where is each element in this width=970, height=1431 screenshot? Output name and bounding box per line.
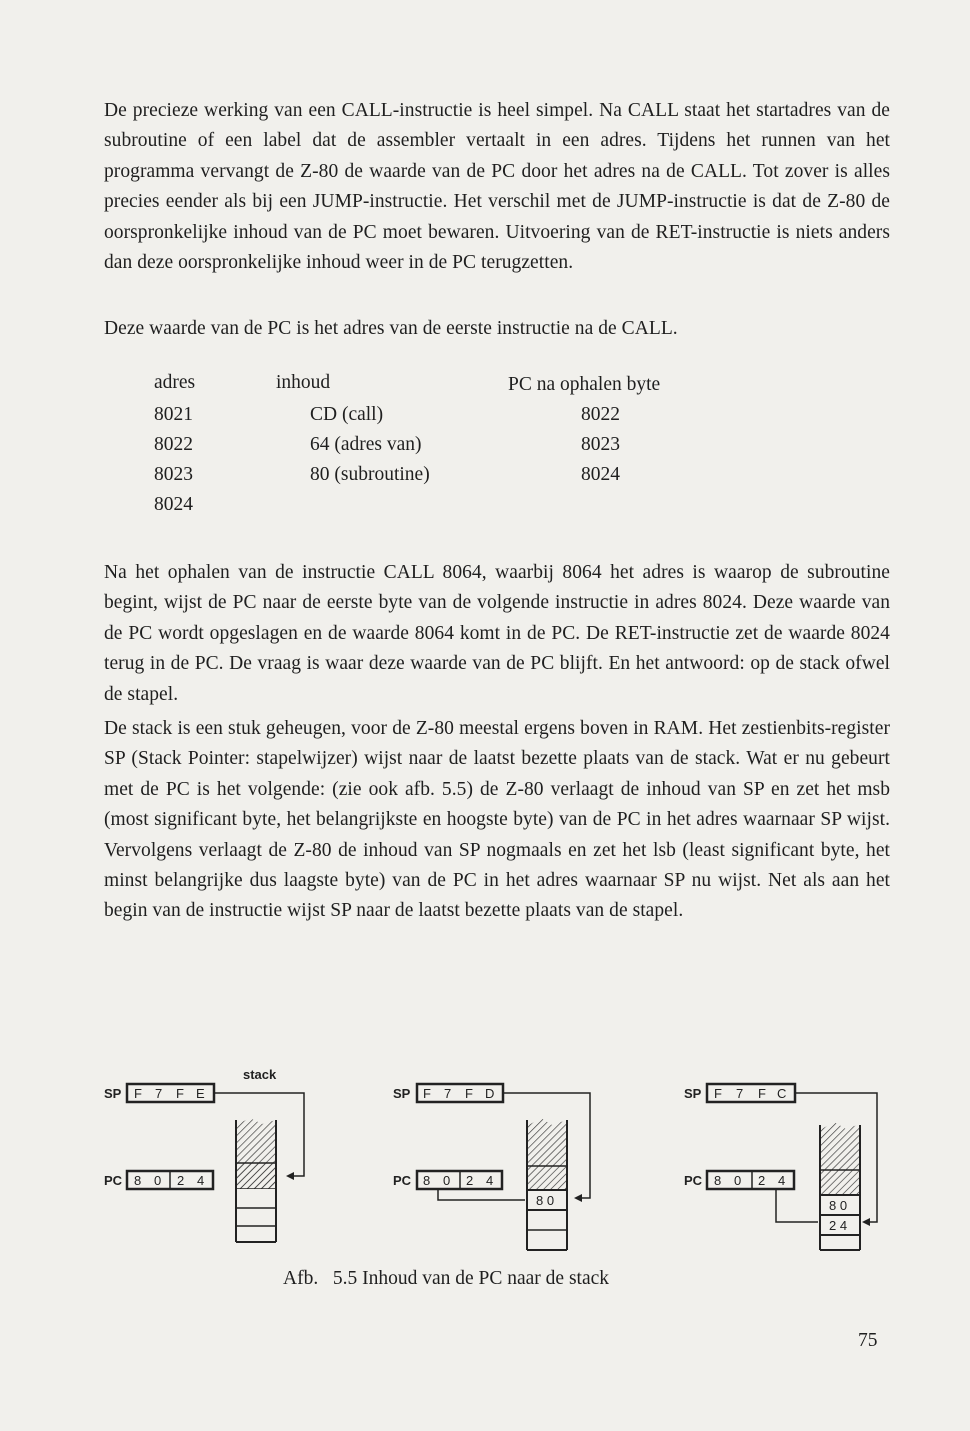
table-cell-address: 8024 xyxy=(154,494,193,515)
pc-digit: 0 xyxy=(734,1173,742,1188)
table-header-address: adres xyxy=(154,372,196,393)
table-cell-content: 80 (subroutine) xyxy=(310,464,430,485)
pc-label: PC xyxy=(684,1173,703,1188)
pc-digit: 2 xyxy=(466,1173,474,1188)
sp-label: SP xyxy=(104,1086,122,1101)
table-header-pc: PC na ophalen byte xyxy=(508,374,661,395)
table-cell-content: 64 (adres van) xyxy=(310,434,422,455)
paragraph-call-instruction: De precieze werking van een CALL-instructie is heel simpel. Na CALL staat het startadres van de subroutine of een label dat de assembler vertaalt in een adres. Tijdens het runnen van het programma vervangt de Z-80 de waarde van de PC door het adres na de CALL. Tot zover is alles precies eender als bij een JUMP-instructie. Het verschil met de JUMP-instructie is dat de Z-80 de oorspronkelijke inhoud van de PC moet bewaren. Uitvoering van de RET-instructie is niets anders dan deze oorspronkelijke inhoud weer in de PC terugzetten. xyxy=(104,100,890,274)
pc-digit: 8 xyxy=(714,1173,722,1188)
pc-digit: 4 xyxy=(486,1173,494,1188)
sp-label: SP xyxy=(684,1086,702,1101)
pc-digit: 2 xyxy=(177,1173,185,1188)
sp-digit: 7 xyxy=(155,1086,163,1101)
pc-digit: 2 xyxy=(758,1173,766,1188)
table-cell-address: 8023 xyxy=(154,464,193,485)
stack-panel-1 xyxy=(104,1067,304,1242)
page-number: 75 xyxy=(858,1330,878,1351)
stack-cell-value: 8 0 xyxy=(829,1198,848,1213)
sp-digit: F xyxy=(423,1086,431,1101)
pc-label: PC xyxy=(104,1173,123,1188)
sp-digit: F xyxy=(176,1086,184,1101)
stack-figure xyxy=(0,1060,970,1260)
stack-cell-value: 2 4 xyxy=(829,1218,848,1233)
table-header-content: inhoud xyxy=(276,372,331,393)
table-cell-pc: 8023 xyxy=(581,434,620,455)
pc-digit: 4 xyxy=(197,1173,205,1188)
sp-digit: E xyxy=(196,1086,205,1101)
table-cell-address: 8022 xyxy=(154,434,193,455)
sp-digit: F xyxy=(465,1086,473,1101)
pc-digit: 4 xyxy=(778,1173,786,1188)
table-cell-pc: 8024 xyxy=(581,464,620,485)
stack-label: stack xyxy=(243,1067,277,1082)
sp-digit: F xyxy=(714,1086,722,1101)
sp-digit: 7 xyxy=(444,1086,452,1101)
stack-panel-2 xyxy=(393,1084,590,1250)
table-cell-address: 8021 xyxy=(154,404,193,425)
stack-panel-3 xyxy=(684,1084,877,1250)
stack-cell-value: 8 0 xyxy=(536,1193,555,1208)
pc-digit: 8 xyxy=(423,1173,431,1188)
paragraph-stack: De stack is een stuk geheugen, voor de Z-80 meestal ergens boven in RAM. Het zestienbits-register SP (Stack Pointer: stapelwijzer) wijst naar de laatst bezette plaats van de stack. Wat er nu gebeurt met de PC is het volgende: (zie ook afb. 5.5) de Z-80 verlaagt de inhoud van SP en zet het msb (most significant byte, het belangrijkste en hoogste byte) van de PC in het adres waarnaar SP wijst. Vervolgens verlaagt de Z-80 de inhoud van SP nogmaals en zet het lsb (least significant byte, het minst belangrijke dus laagste byte) van de PC in het adres waarnaar SP nu wijst. Net als aan het begin van de instructie wijst SP naar de laatst bezette plaats van de stapel. xyxy=(104,718,890,922)
table-cell-pc: 8022 xyxy=(581,404,620,425)
sp-digit: D xyxy=(485,1086,495,1101)
paragraph-call-8064: Na het ophalen van de instructie CALL 8064, waarbij 8064 het adres is waarop de subroutine begint, wijst de PC naar de eerste byte van de volgende instructie in adres 8024. Deze waarde van de PC wordt opgeslagen en de waarde 8064 komt in de PC. De RET-instructie zet de waarde 8024 terug in de PC. De vraag is waar deze waarde van de PC blijft. En het antwoord: op de stack ofwel de stapel. xyxy=(104,562,890,705)
sp-digit: F xyxy=(134,1086,142,1101)
sp-digit: F xyxy=(758,1086,766,1101)
pc-digit: 0 xyxy=(443,1173,451,1188)
sp-label: SP xyxy=(393,1086,411,1101)
pc-digit: 0 xyxy=(154,1173,162,1188)
sp-digit: C xyxy=(777,1086,787,1101)
pc-digit: 8 xyxy=(134,1173,142,1188)
table-cell-content: CD (call) xyxy=(310,404,384,425)
figure-caption: Afb. 5.5 Inhoud van de PC naar de stack xyxy=(283,1268,610,1289)
pc-label: PC xyxy=(393,1173,412,1188)
sp-digit: 7 xyxy=(736,1086,744,1101)
paragraph-pc-value: Deze waarde van de PC is het adres van de eerste instructie na de CALL. xyxy=(104,318,678,339)
